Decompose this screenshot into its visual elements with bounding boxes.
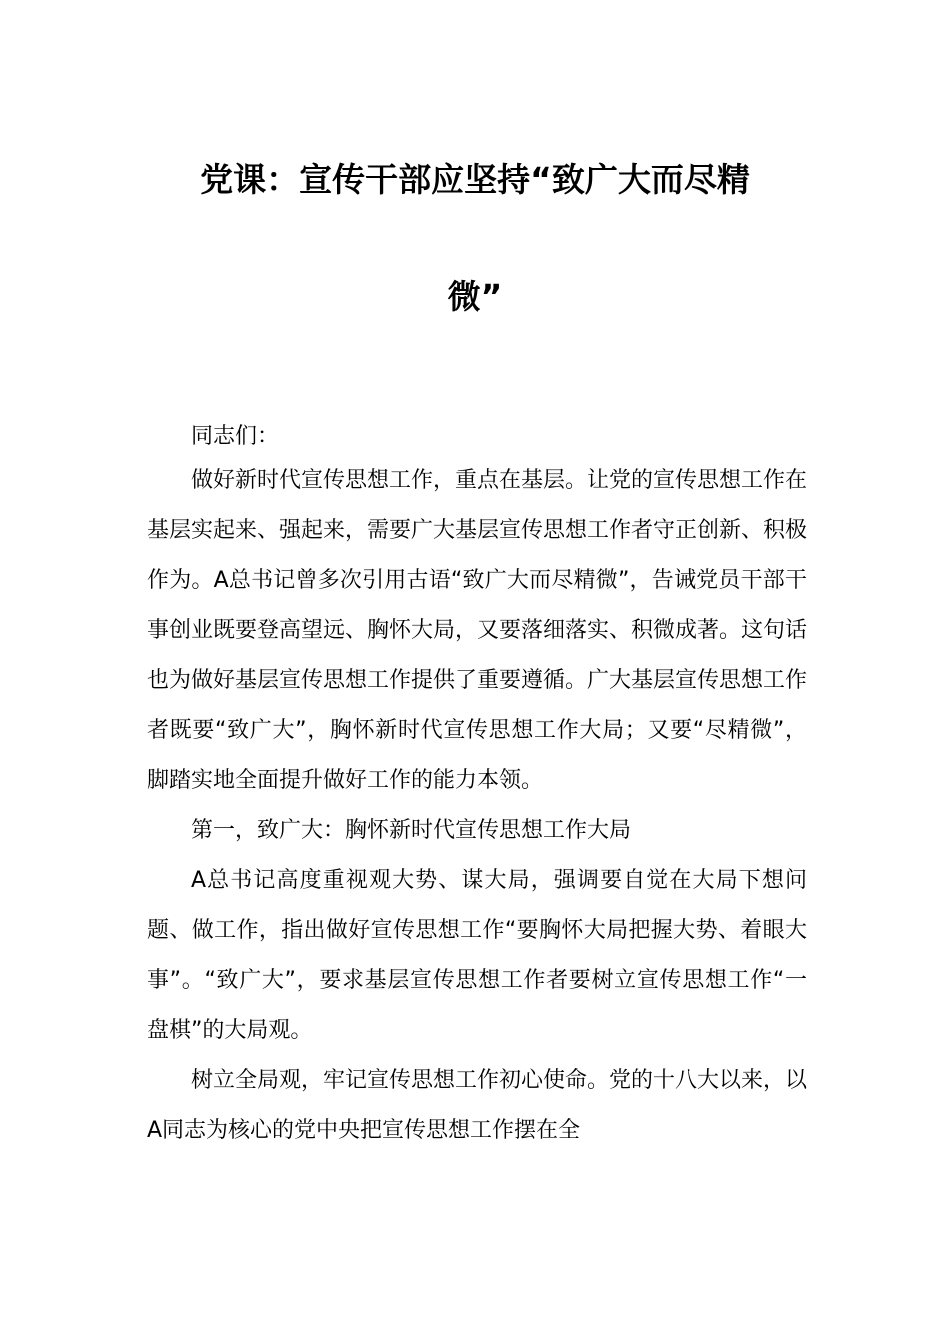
body-paragraphs: [147, 456, 807, 1156]
salutation: 同志们：: [191, 424, 280, 449]
paragraph-overall-view: 树立全局观，牢记宣传思想工作初心使命。党的十八大以来，以A同志为核心的党中央把宣传思想工作摆在全: [147, 1068, 808, 1143]
paragraph-section-1: A总书记高度重视观大势、谋大局，强调要自觉在大局下想问题、做工作，指出做好宣传思想工作“要胸怀大局把握大势、着眼大事”。“致广大”，要求基层宣传思想工作者要树立宣传思想工作“一盘棋”的大局观。: [147, 868, 807, 1043]
section-heading-1: 第一，致广大：胸怀新时代宣传思想工作大局: [191, 818, 632, 843]
paragraph-intro: 做好新时代宣传思想工作，重点在基层。让党的宣传思想工作在基层实起来、强起来，需要广大基层宣传思想工作者守正创新、积极作为。A总书记曾多次引用古语“致广大而尽精微”，告诫党员干部干事创业既要登高望远、胸怀大局，又要落细落实、积微成著。这句话也为做好基层宣传思想工作提供了重要遵循。广大基层宣传思想工作者既要“致广大”，胸怀新时代宣传思想工作大局；又要“尽精微”，脚踏实地全面提升做好工作的能力本领。: [147, 468, 808, 793]
salutation-block: [147, 412, 807, 462]
document-title-line-1: 党课：宣传干部应坚持“致广大而尽精: [200, 160, 750, 199]
document-title-line-2: 微”: [447, 277, 503, 316]
